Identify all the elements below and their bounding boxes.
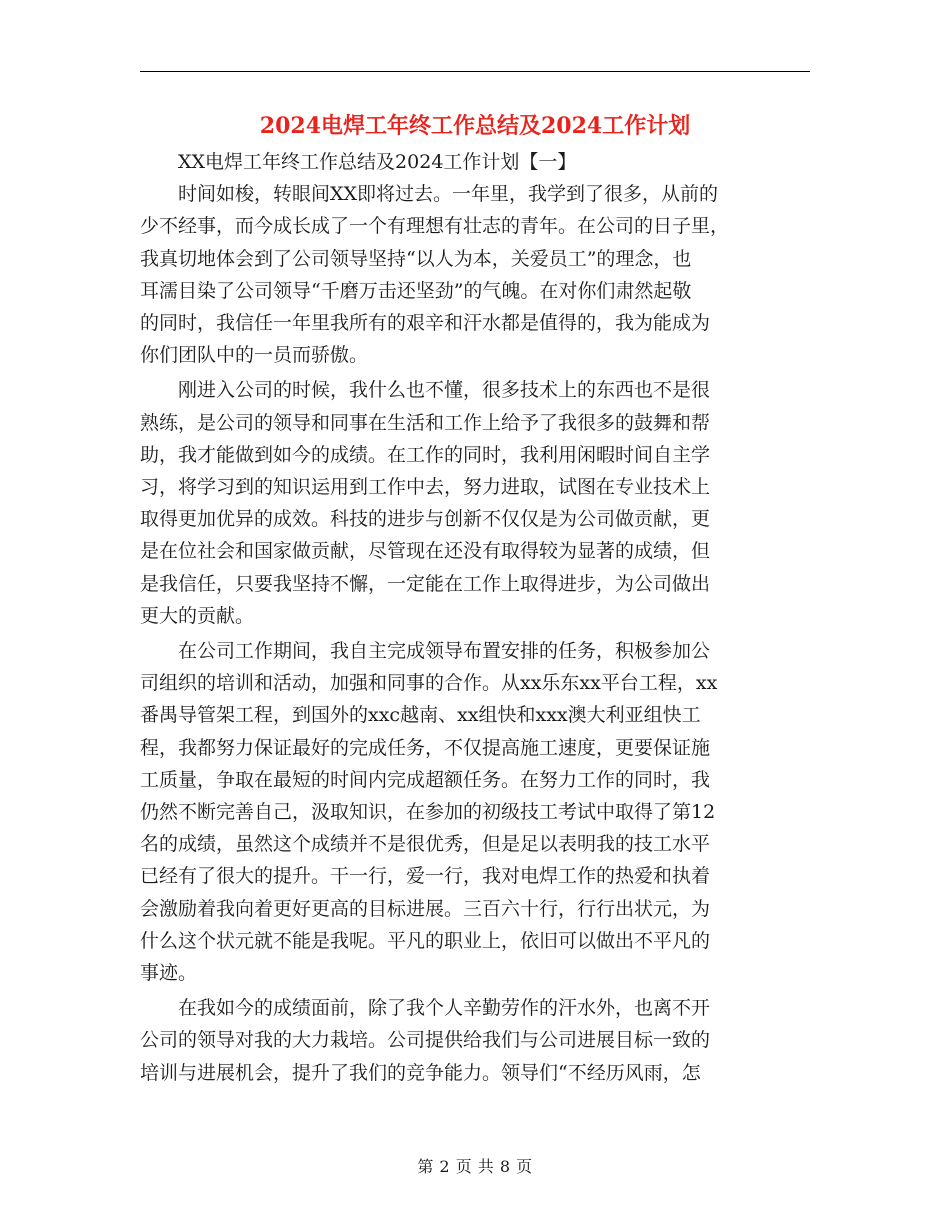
paragraph-line: 公司的领导对我的大力栽培。公司提供给我们与公司进展目标一致的 xyxy=(140,1029,711,1052)
paragraph-line: 名的成绩，虽然这个成绩并不是很优秀，但是足以表明我的技工水平 xyxy=(140,833,711,856)
paragraph-line: 更大的贡献。 xyxy=(140,604,255,627)
document-body xyxy=(140,146,810,1092)
header-rule xyxy=(140,71,810,72)
paragraph-line: 我真切地体会到了公司领导坚持“以人为本，关爱员工”的理念，也 xyxy=(140,247,692,270)
paragraph-line: 刚进入公司的时候，我什么也不懂，很多技术上的东西也不是很 xyxy=(178,379,711,402)
paragraph-line: 程，我都努力保证最好的完成任务，不仅提高施工速度，更要保证施 xyxy=(140,736,711,759)
paragraph-line: 是在位社会和国家做贡献，尽管现在还没有取得较为显著的成绩，但 xyxy=(140,540,711,563)
paragraph-line: 在我如今的成绩面前，除了我个人辛勤劳作的汗水外，也离不开 xyxy=(178,997,711,1020)
paragraph-line: 仍然不断完善自己，汲取知识，在参加的初级技工考试中取得了第12 xyxy=(140,801,716,824)
paragraph-line: 培训与进展机会，提升了我们的竞争能力。领导们“不经历风雨，怎 xyxy=(140,1061,701,1084)
paragraph-line: 的同时，我信任一年里我所有的艰辛和汗水都是值得的，我为能成为 xyxy=(140,312,711,335)
paragraph-line: 会激励着我向着更好更高的目标进展。三百六十行，行行出状元，为 xyxy=(140,897,711,920)
paragraph xyxy=(140,635,810,989)
paragraph xyxy=(140,178,810,371)
paragraph-list xyxy=(140,178,810,1089)
paragraph-line: 助，我才能做到如今的成绩。在工作的同时，我利用闲暇时间自主学 xyxy=(140,443,711,466)
paragraph xyxy=(140,992,810,1089)
paragraph-line: 熟练，是公司的领导和同事在生活和工作上给予了我很多的鼓舞和帮 xyxy=(140,411,711,434)
paragraph-line: 你们团队中的一员而骄傲。 xyxy=(140,344,369,367)
paragraph-line: 工质量，争取在最短的时间内完成超额任务。在努力工作的同时，我 xyxy=(140,768,711,791)
paragraph xyxy=(140,374,810,632)
paragraph-line: 番禺导管架工程，到国外的xxc越南、xx组快和xxx澳大利亚组快工 xyxy=(140,704,701,727)
paragraph-line: 取得更加优异的成效。科技的进步与创新不仅仅是为公司做贡献，更 xyxy=(140,508,711,531)
paragraph-line: 耳濡目染了公司领导“千磨万击还坚劲”的气魄。在对你们肃然起敬 xyxy=(140,279,692,302)
paragraph-line: 是我信任，只要我坚持不懈，一定能在工作上取得进步，为公司做出 xyxy=(140,572,711,595)
paragraph-line: 事迹。 xyxy=(140,962,198,985)
paragraph-line: 在公司工作期间，我自主完成领导布置安排的任务，积极参加公 xyxy=(178,640,711,663)
page-indicator: 第 2 页 共 8 页 xyxy=(417,1157,533,1176)
paragraph-line: 已经有了很大的提升。干一行，爱一行，我对电焊工作的热爱和执着 xyxy=(140,865,711,888)
paragraph-line: 时间如梭，转眼间XX即将过去。一年里，我学到了很多，从前的 xyxy=(178,183,719,206)
paragraph-line: 什么这个状元就不能是我呢。平凡的职业上，依旧可以做出不平凡的 xyxy=(140,929,711,952)
paragraph-line: 习，将学习到的知识运用到工作中去，努力进取，试图在专业技术上 xyxy=(140,476,711,499)
paragraph-line: 司组织的培训和活动，加强和同事的合作。从xx乐东xx平台工程，xx xyxy=(140,672,718,695)
paragraph-line: 少不经事，而今成长成了一个有理想有壮志的青年。在公司的日子里， xyxy=(140,215,730,238)
section-heading: XX电焊工年终工作总结及2024工作计划【一】 xyxy=(178,151,577,173)
document-title: 2024电焊工年终工作总结及2024工作计划 xyxy=(259,113,691,139)
